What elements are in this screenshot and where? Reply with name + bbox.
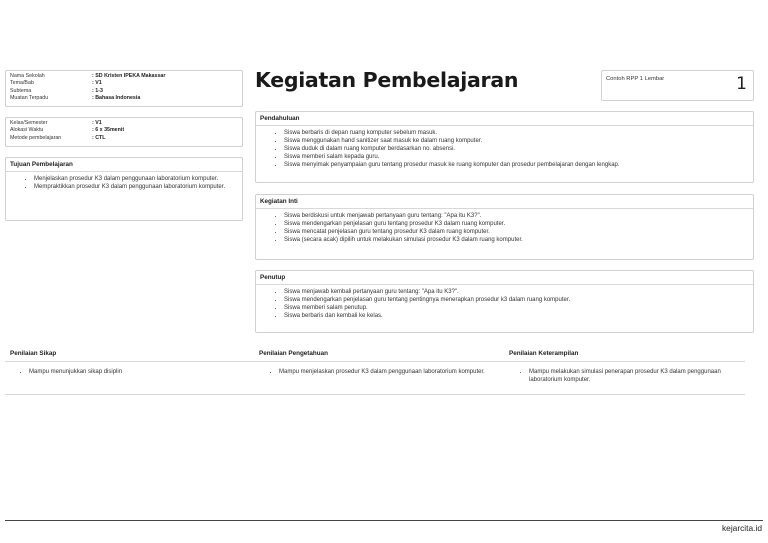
list-item: • Mempraktikkan prosedur K3 dalam penggunaan laboratorium komputer.	[34, 183, 236, 191]
list-item: • Siswa memberi salam kepada guru.	[284, 153, 747, 161]
penutup-list	[256, 285, 753, 324]
inti-list	[256, 209, 753, 248]
info-row	[10, 95, 238, 102]
info-key: Muatan Terpadu	[10, 94, 49, 101]
info-key: Nama Sekolah	[10, 73, 45, 79]
class-info-box	[5, 117, 243, 147]
tujuan-title: Tujuan Pembelajaran	[6, 158, 242, 172]
list-item: • Siswa memberi salam penutup.	[284, 304, 747, 312]
divider	[5, 361, 745, 362]
footer-divider	[5, 520, 763, 521]
pendahuluan-title: Pendahuluan	[256, 112, 753, 126]
school-info-box	[5, 70, 243, 107]
info-row	[10, 135, 238, 142]
list-item: • Siswa berbaris di depan ruang komputer sebelum masuk.	[284, 129, 747, 137]
info-row	[10, 73, 238, 80]
list-item: • Mampu menjelaskan prosedur K3 dalam penggunaan laboratorium komputer.	[279, 368, 489, 376]
contoh-box	[601, 70, 754, 101]
inti-box	[255, 194, 754, 260]
penilaian-keterampilan-list	[505, 365, 750, 388]
page-number: 1	[736, 74, 747, 94]
list-item: • Mampu melakukan simulasi penerapan prosedur K3 dalam penggunaan laboratorium komputer.	[529, 368, 744, 384]
info-key: Tema/Bab	[10, 80, 34, 87]
list-item: • Siswa mendengarkan penjelasan guru tentang prosedur K3 dalam ruang komputer.	[284, 220, 747, 228]
info-key: Subtema	[10, 87, 32, 94]
penilaian-sikap-list	[5, 365, 245, 380]
list-item: • Siswa duduk di dalam ruang komputer berdasarkan no. absensi.	[284, 145, 747, 153]
list-item: • Siswa menyimak penyampaian guru tentang prosedur masuk ke ruang komputer dan prosedur pembelajaran dengan lengkap.	[284, 161, 747, 169]
info-row	[10, 88, 238, 95]
footer-brand: kejarcita.id	[721, 523, 762, 533]
list-item: • Siswa mendengarkan penjelasan guru tentang pentingnya menerapkan prosedur k3 dalam ruang komputer.	[284, 296, 747, 304]
penilaian-keterampilan-title: Penilaian Keterampilan	[509, 350, 579, 357]
page-title: Kegiatan Pembelajaran	[255, 68, 519, 92]
list-item: • Siswa menggunakan hand sanitizer saat masuk ke dalam ruang komputer.	[284, 137, 747, 145]
info-value: : V1	[92, 80, 102, 87]
penutup-title: Penutup	[256, 271, 753, 285]
penilaian-pengetahuan-title: Penilaian Pengetahuan	[259, 350, 328, 357]
list-item: • Mampu menunjukkan sikap disiplin	[29, 368, 239, 376]
list-item: • Menjelaskan prosedur K3 dalam penggunaan laboratorium komputer.	[34, 175, 236, 183]
info-value: : Bahasa Indonesia	[92, 94, 141, 101]
penilaian-pengetahuan-list	[255, 365, 495, 380]
pendahuluan-box	[255, 111, 754, 183]
info-value: : SD Kristen IPEKA Makassar	[92, 73, 166, 79]
list-item: • Siswa berbaris dan kembali ke kelas.	[284, 312, 747, 320]
info-row	[10, 127, 238, 134]
info-value: : V1	[92, 120, 102, 126]
info-key: Metode pembelajaran	[10, 134, 62, 141]
divider	[5, 394, 745, 395]
info-value: : CTL	[92, 134, 106, 141]
info-row	[10, 120, 238, 127]
pendahuluan-list	[256, 126, 753, 173]
inti-title: Kegiatan Inti	[256, 195, 753, 209]
list-item: • Siswa mencatat penjelasan guru tentang prosedur K3 dalam ruang komputer.	[284, 228, 747, 236]
penilaian-sikap-title: Penilaian Sikap	[10, 350, 57, 357]
list-item: • Siswa menjawab kembali pertanyaan guru tentang: "Apa itu K3?".	[284, 288, 747, 296]
contoh-label: Contoh RPP 1 Lembar	[606, 76, 665, 82]
info-row	[10, 80, 238, 87]
info-key: Kelas/Semester	[10, 120, 48, 126]
info-value: : 6 x 35menit	[92, 127, 125, 134]
list-item: • Siswa berdiskusi untuk menjawab pertanyaan guru tentang: "Apa itu K3?".	[284, 212, 747, 220]
info-value: : 1-3	[92, 87, 103, 94]
list-item: • Siswa (secara acak) dipilih untuk melakukan simulasi prosedur K3 dalam ruang komputer.	[284, 236, 747, 244]
tujuan-list	[6, 172, 242, 195]
penutup-box	[255, 270, 754, 333]
info-key: Alokasi Waktu	[10, 127, 44, 134]
tujuan-box	[5, 157, 243, 221]
